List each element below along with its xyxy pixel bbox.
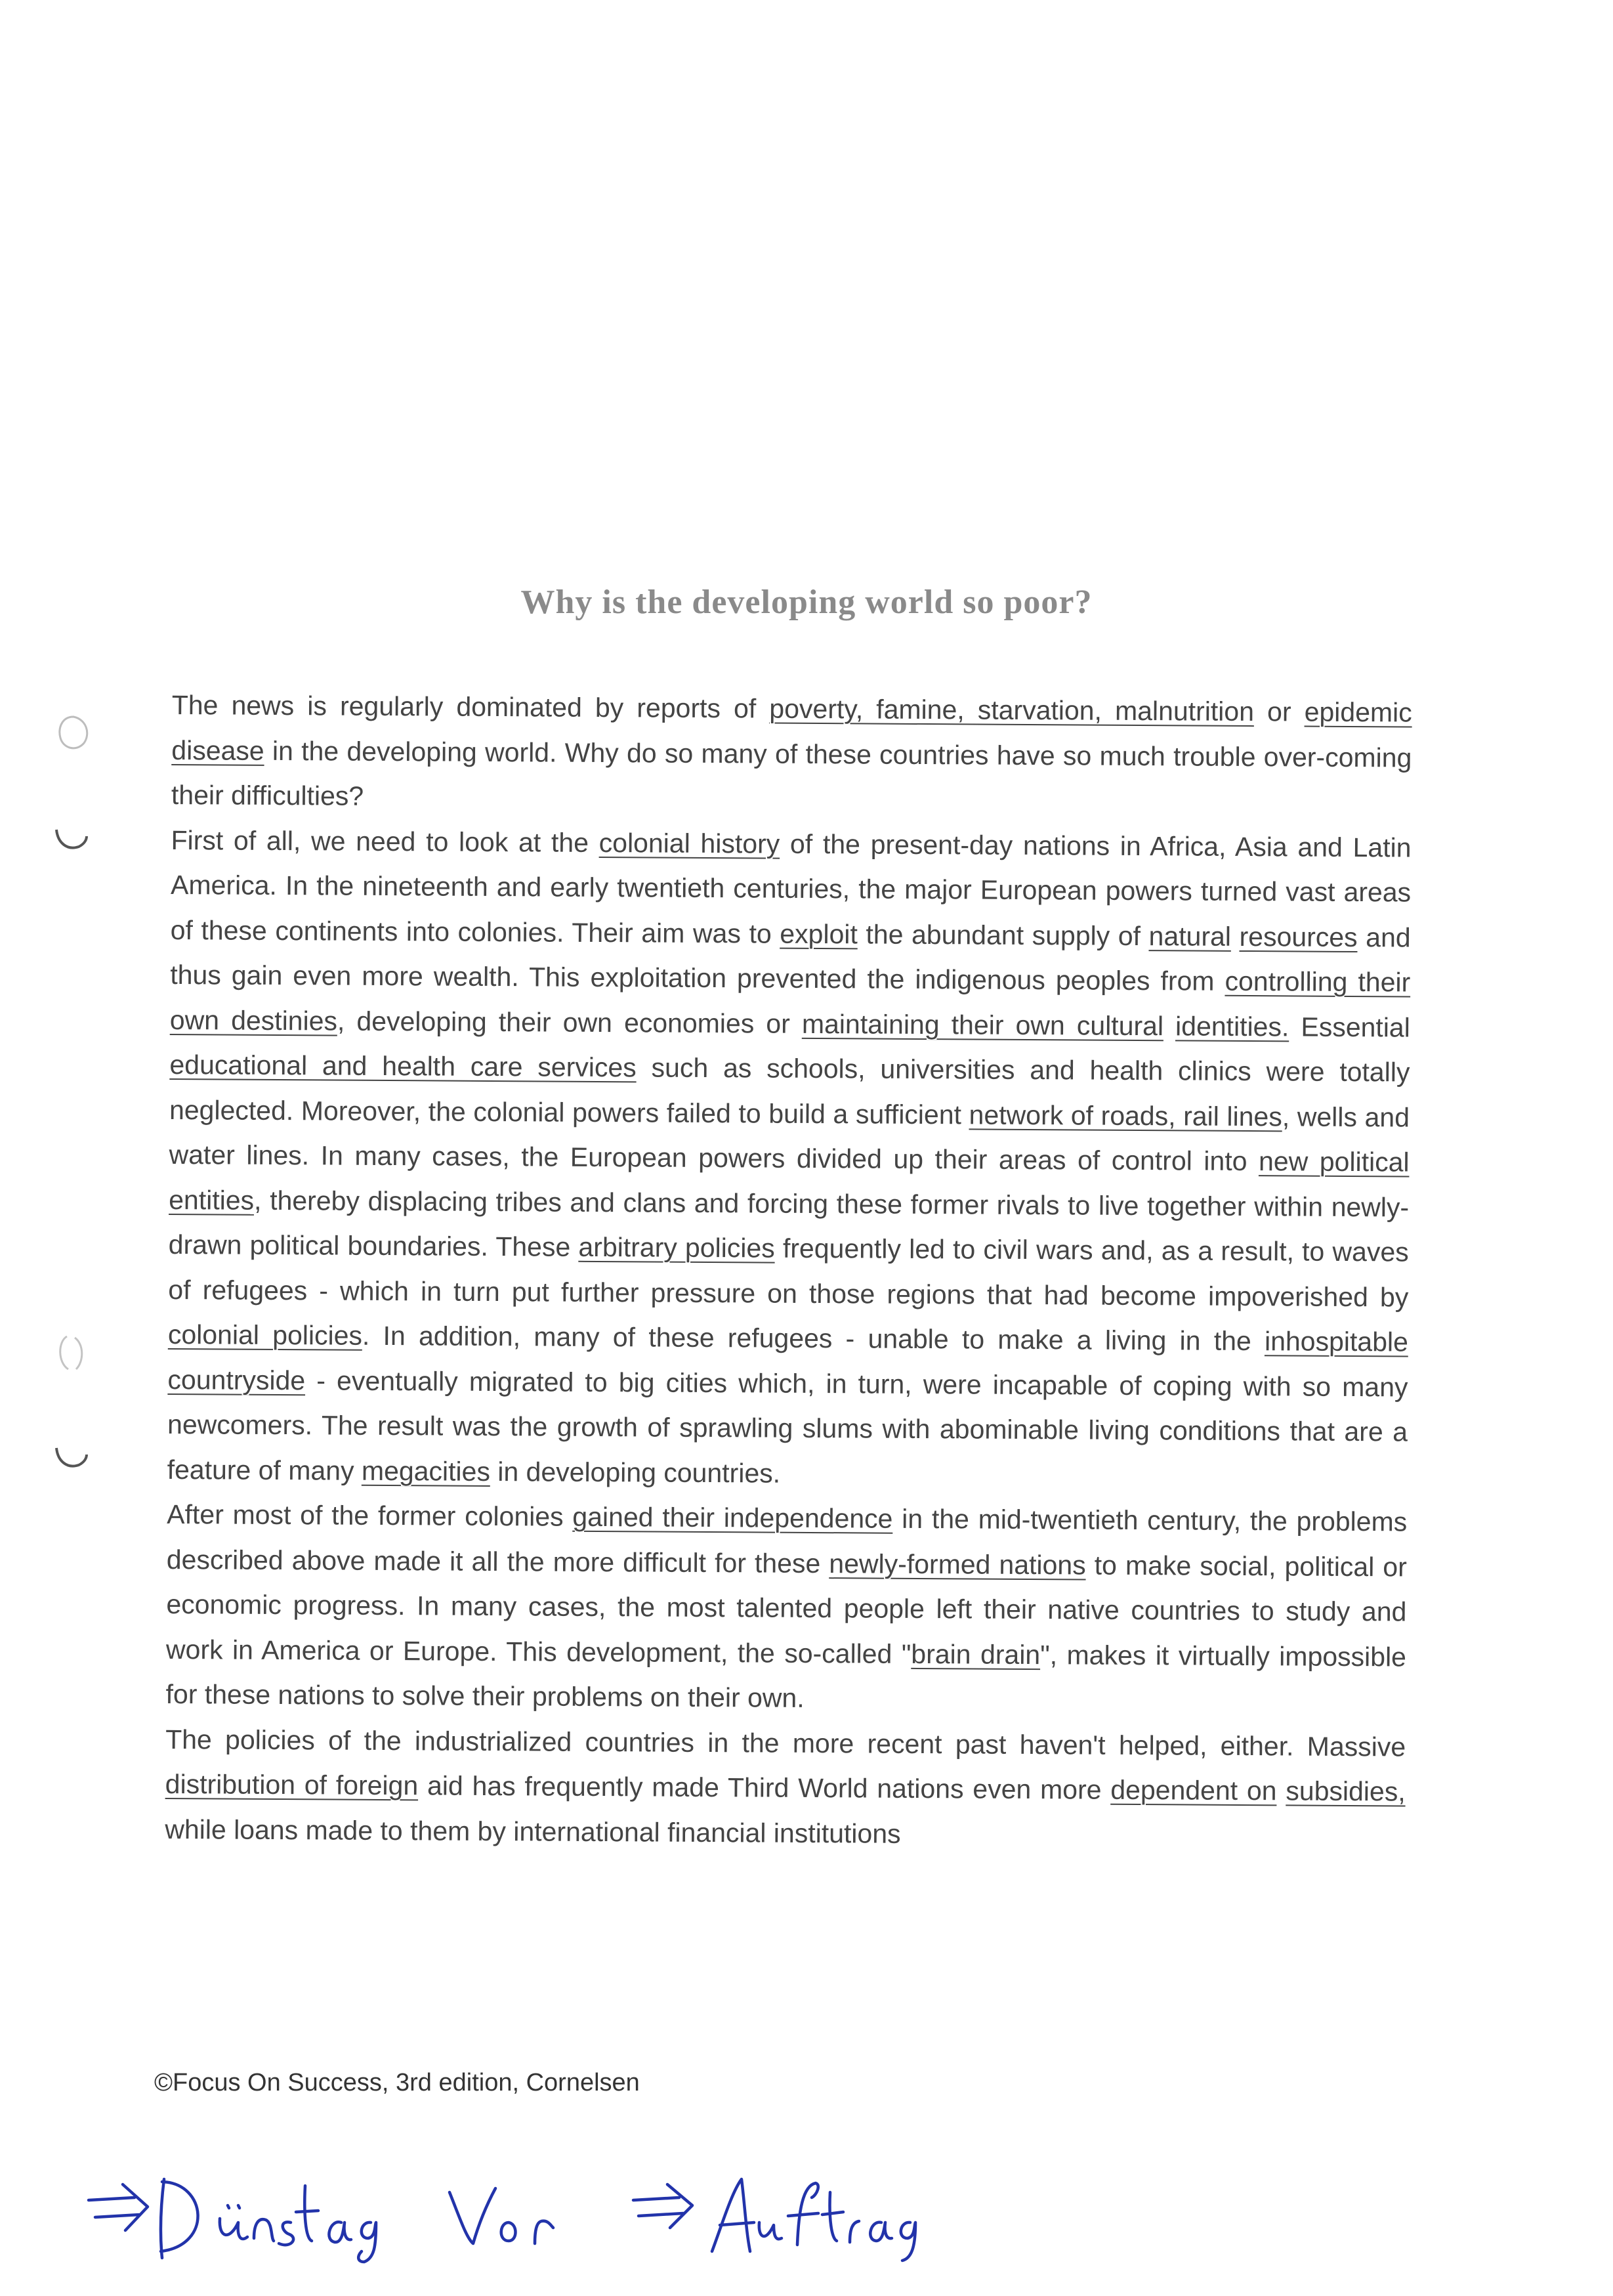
underlined-phrase: gained their independence	[572, 1501, 893, 1534]
text-run: frequently led to civil wars and, as a result, to waves of refugees - which in turn put further pressure on those regions that had become impoverished by	[168, 1233, 1409, 1313]
underlined-phrase: subsidies,	[1286, 1775, 1406, 1807]
page-title: Why is the developing world so poor?	[520, 584, 1093, 621]
underlined-phrase: epidemic	[1304, 696, 1412, 728]
text-run: in the mid-twentieth century, the problems described above made it all the more difficult for these	[166, 1503, 1408, 1579]
underlined-phrase: arbitrary policies	[578, 1231, 775, 1264]
text-run: of the present-day nations in Africa, Asia and Latin America. In the nineteenth and early twentieth centuries, the major European powers turned vast areas of these continents into colonies. Their aim was to	[170, 828, 1412, 949]
text-run: or	[1253, 696, 1305, 727]
text-run: the abundant supply of	[857, 918, 1149, 951]
text-run: while loans made to them by international financial institutions	[165, 1814, 901, 1849]
underlined-phrase: dependent on	[1110, 1774, 1277, 1806]
text-run: aid has frequently made Third World nations even more	[418, 1770, 1111, 1805]
underlined-phrase: brain drain	[911, 1638, 1041, 1670]
text-run: to make social, political or economic progress. In many cases, the most talented people left their native countries to study and work in America or Europe. This development, the so-called "	[165, 1550, 1407, 1669]
underlined-phrase: new political entities	[169, 1146, 1410, 1216]
underlined-phrase: disease	[171, 734, 264, 766]
handwritten-note	[82, 2159, 935, 2264]
text-run: - eventually migrated to big cities which, in turn, were incapable of coping with so many newcomers. The result was the growth of sprawling slums with abominable living conditions that are a feature of many	[167, 1365, 1408, 1486]
text-run: in the developing world. Why do so many of these countries have so much trouble over-coming their difficulties?	[171, 735, 1412, 811]
punch-hole-icon	[52, 820, 89, 860]
punch-hole-icon	[54, 714, 91, 754]
underlined-phrase: network of roads, rail lines	[969, 1099, 1282, 1132]
text-run: After most of the former colonies	[167, 1499, 573, 1532]
copyright-notice: ©Focus On Success, 3rd edition, Cornelsen	[154, 2069, 640, 2096]
text-run: and thus gain even more wealth. This exploitation prevented the indigenous peoples from	[170, 922, 1411, 996]
underlined-phrase: educational and health care services	[169, 1049, 637, 1083]
text-run: The news is regularly dominated by reports of	[171, 689, 770, 724]
paragraph	[165, 1492, 1407, 1724]
underlined-phrase: maintaining their own cultural	[801, 1008, 1164, 1041]
text-run: in developing countries.	[490, 1456, 781, 1489]
text-run: such as schools, universities and health clinics were totally neglected. Moreover, the colonial powers failed to build a sufficient	[169, 1052, 1410, 1130]
underlined-phrase: inhospitable	[1264, 1326, 1409, 1357]
text-run	[1163, 1011, 1175, 1041]
text-run: . In addition, many of these refugees - unable to make a living in the	[362, 1320, 1265, 1357]
underlined-phrase: exploit	[780, 918, 858, 949]
text-run: , thereby displacing tribes and clans and forcing these former rivals to live together within newly-drawn political boundaries. These	[168, 1185, 1410, 1262]
text-run	[1276, 1775, 1286, 1806]
underlined-phrase: poverty, famine, starvation, malnutrition	[769, 693, 1255, 727]
text-run: , developing their own economies or	[337, 1006, 803, 1039]
text-run: First of all, we need to look at the	[171, 824, 599, 858]
paragraph	[165, 1716, 1406, 1859]
punch-hole-icon	[52, 1439, 89, 1478]
underlined-phrase: controlling their own destinies	[169, 966, 1411, 1036]
underlined-phrase: resources	[1239, 921, 1358, 952]
punch-hole-icon	[52, 1334, 89, 1373]
text-run: The policies of the industrialized countries in the more recent past haven't helped, either. Massive	[165, 1724, 1406, 1762]
text-run: Essential	[1289, 1011, 1410, 1043]
text-run	[1231, 921, 1240, 951]
text-run: ", makes it virtually impossible for these nations to solve their problems on their own.	[165, 1639, 1407, 1713]
underlined-phrase: newly-formed nations	[829, 1548, 1086, 1581]
underlined-phrase: identities.	[1175, 1010, 1289, 1042]
underlined-phrase: countryside	[167, 1364, 306, 1395]
underlined-phrase: megacities	[361, 1455, 491, 1487]
paragraph	[171, 683, 1412, 825]
underlined-phrase: colonial policies	[167, 1319, 363, 1351]
article-body	[165, 683, 1412, 1860]
underlined-phrase: natural	[1148, 920, 1232, 952]
underlined-phrase: colonial history	[598, 827, 780, 859]
underlined-phrase: distribution of foreign	[165, 1768, 419, 1801]
text-run: , wells and water lines. In many cases, the European powers divided up their areas of control into	[169, 1101, 1410, 1177]
paragraph	[167, 817, 1411, 1499]
